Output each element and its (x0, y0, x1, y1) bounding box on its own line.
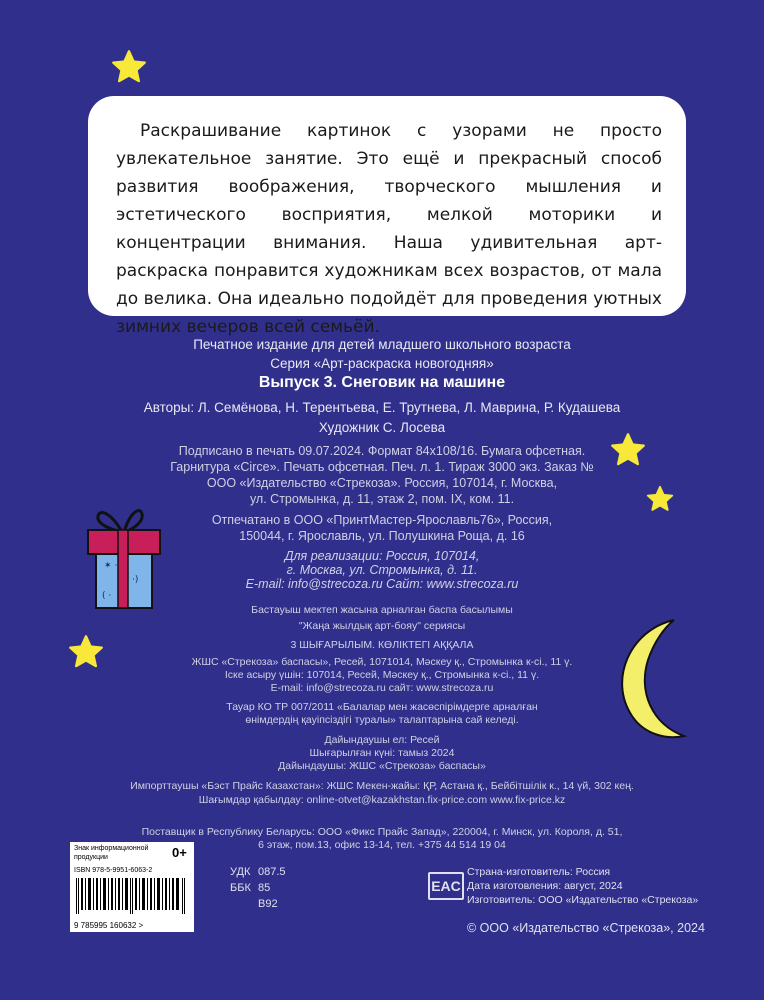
printed-line-1: Отпечатано в ООО «ПринтМастер-Ярославль76», Россия, (211, 513, 553, 527)
bbk-code: 85 (258, 882, 271, 894)
sales-line-2: г. Москва, ул. Стромынка, д. 11. (286, 563, 478, 577)
by-line: Поставщик в Республику Беларусь: ООО «Фикс Прайс Запад», 220004, г. Минск, ул. Короля, д. 51, (141, 826, 623, 838)
eac-mark: EAC (428, 872, 464, 900)
bbk-label: ББК (230, 882, 251, 894)
sales-line-3: E-mail: info@strecoza.ru Сайт: www.strecoza.ru (245, 577, 519, 591)
signed-line-1: Подписано в печать 09.07.2024. Формат 84х108/16. Бумага офсетная. (178, 444, 586, 458)
audience-line: Печатное издание для детей младшего школьного возраста (193, 337, 571, 352)
age-rating: 0+ (172, 845, 187, 860)
printed-line-2: 150044, г. Ярославль, ул. Полушкина Роща, д. 16 (239, 529, 525, 543)
mark-label: Знак информационной (74, 845, 149, 852)
kz-line: E-mail: info@strecoza.ru сайт: www.strecoza.ru (270, 682, 494, 694)
country-line: Страна-изготовитель: Россия (467, 866, 611, 878)
kz-line: Шағымдар қабылдау: online-otvet@kazakhstan.fix-price.com www.fix-price.kz (198, 794, 566, 806)
by-line: 6 этаж, пом.13, офис 13-14, тел. +375 44 514 19 04 (258, 839, 506, 851)
issue-title: Выпуск 3. Снеговик на машине (258, 374, 506, 391)
authors-line: Авторы: Л. Семёнова, Н. Терентьева, Е. Трутнева, Л. Маврина, Р. Кудашева (143, 400, 621, 415)
kz-line: өнімдердің қауіпсіздігі туралы» талаптарына сай келеді. (245, 714, 519, 726)
udk-label: УДК (230, 866, 251, 878)
barcode (74, 878, 190, 914)
date-line: Дата изготовления: август, 2024 (467, 880, 623, 892)
barcode-digits: 9 785995 160632 > (74, 921, 144, 930)
kz-line: Шығарылған күні: тамыз 2024 (309, 747, 455, 759)
kz-line: Тауар КО ТР 007/2011 «Балалар мен жасөспірімдерге арналған (226, 701, 538, 713)
svg-text:✶ ·: ✶ · (104, 561, 118, 571)
kz-line: Дайындаушы: ЖШС «Стрекоза» баспасы» (278, 760, 486, 772)
kz-line: Дайындаушы ел: Ресей (324, 734, 440, 746)
udk-code: 087.5 (258, 866, 286, 878)
svg-text:·): ·) (132, 575, 139, 585)
kz-line: Іске асыру үшін: 107014, Ресей, Мәскеу қ., Стромынка к-сі., 11 ү. (224, 669, 540, 681)
description-text: Раскрашивание картинок с узорами не просто увлекательное занятие. Это ещё и прекрасный способ развития воображения, творческого мышления и эстетического восприятия, мелкой моторики и концентрации внимания. Наша удивительная арт-раскраска понравится художникам всех возрастов, от мала до велика. Она идеально подойдёт для проведения уютных зимних вечеров всей семьёй. (116, 121, 662, 337)
sales-line-1: Для реализации: Россия, 107014, (284, 549, 480, 563)
manufacturer-line: Изготовитель: ООО «Издательство «Стрекоза» (467, 894, 699, 906)
copyright: © ООО «Издательство «Стрекоза», 2024 (467, 921, 705, 935)
publisher-line-1: ООО «Издательство «Стрекоза». Россия, 107014, г. Москва, (206, 476, 558, 490)
artist-line: Художник С. Лосева (318, 420, 446, 435)
series-line: Серия «Арт-раскраска новогодняя» (270, 356, 494, 371)
svg-text:( ·: ( · (102, 591, 112, 601)
signed-line-2: Гарнитура «Circe». Печать офсетная. Печ. л. 1. Тираж 3000 экз. Заказ № (170, 460, 594, 474)
author-sign: В92 (258, 898, 278, 910)
kz-line: ЖШС «Стрекоза» баспасы», Ресей, 1071014, Мәскеу қ., Стромынка к-сі., 11 ү. (191, 656, 573, 668)
mark-label: продукции (74, 854, 108, 861)
kz-line: Бастауыш мектеп жасына арналған баспа басылымы (251, 604, 513, 616)
isbn: ISBN 978-5-9951-6063-2 (74, 867, 153, 874)
publisher-line-2: ул. Стромынка, д. 11, этаж 2, пом. IX, ком. 11. (249, 492, 515, 506)
kz-line: 3 ШЫҒАРЫЛЫМ. КӨЛІКТЕГІ АҚҚАЛА (290, 639, 474, 651)
kz-line: Импорттаушы «Бэст Прайс Казахстан»: ЖШС Мекен-жайы: ҚР, Астана қ., Бейбітшілік к., 14 үй, 302 кең. (130, 780, 634, 792)
star-icon (111, 49, 147, 85)
kz-line: "Жаңа жылдық арт-бояу" сериясы (298, 620, 466, 632)
